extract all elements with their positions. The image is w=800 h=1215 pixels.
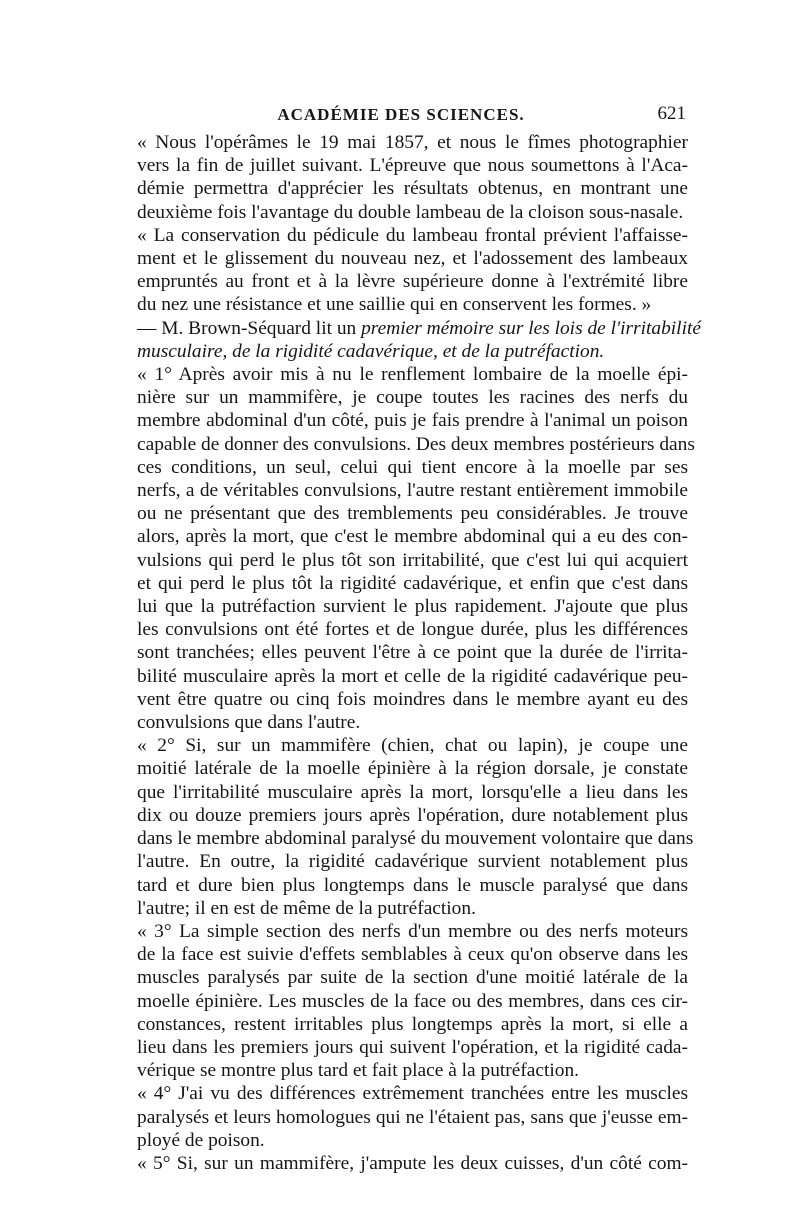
text-line: ces conditions, un seul, celui qui tient encore à la moelle par ses — [137, 456, 688, 478]
paragraph-point-3 — [116, 920, 688, 1082]
text-line: les convulsions ont été fortes et de longue durée, plus les différences — [137, 619, 688, 641]
text-line: vers la fin de juillet suivant. L'épreuve que nous soumettons à l'Aca- — [137, 155, 688, 177]
text-line: « 4° J'ai vu des différences extrêmement tranchées entre les muscles — [137, 1083, 688, 1105]
text-line: « 5° Si, sur un mammifère, j'ampute les deux cuisses, d'un côté com- — [137, 1152, 688, 1174]
text-line: « Nous l'opérâmes le 19 mai 1857, et nous le fîmes photographier — [137, 132, 688, 153]
text-line: sont tranchées; elles peuvent l'être à ce point que la durée de l'irrita- — [137, 642, 688, 664]
text-line: démie permettra d'apprécier les résultats obtenus, en montrant une — [137, 178, 688, 200]
text-line: empruntés au front et à la lèvre supérieure donne à l'extrémité libre — [137, 271, 688, 293]
text-line: que l'irritabilité musculaire après la mort, lorsqu'elle a lieu dans les — [137, 781, 688, 803]
text-line: moitié latérale de la moelle épinière à la région dorsale, je constate — [137, 758, 688, 780]
text-line: alors, après la mort, que c'est le membre abdominal qui a eu des con- — [137, 526, 688, 548]
text-line: vérique se montre plus tard et fait place à la putréfaction. — [137, 1060, 580, 1082]
text-line: constances, restent irritables plus longtemps après la mort, si elle a — [137, 1013, 688, 1035]
text-line: tard et dure bien plus longtemps dans le muscle paralysé que dans — [137, 874, 688, 896]
text-line: membre abdominal d'un côté, puis je fais prendre à l'animal un poison — [137, 410, 688, 432]
text-line: vent être quatre ou cinq fois moindres dans le membre ayant eu des — [137, 688, 688, 710]
author-intro: — M. Brown-Séquard lit un — [137, 317, 357, 339]
running-title: ACADÉMIE DES SCIENCES. — [277, 105, 525, 124]
text-line: dans le membre abdominal paralysé du mouvement volontaire que dans — [137, 828, 694, 850]
paragraph-point-2 — [116, 734, 694, 920]
text-line: muscles paralysés par suite de la section d'une moitié latérale de la — [137, 967, 688, 989]
text-line: « 3° La simple section des nerfs d'un membre ou des nerfs moteurs — [137, 920, 688, 942]
text-line: de la face est suivie d'effets semblables à ceux qu'on observe dans les — [137, 944, 688, 966]
text-line: lieu dans les premiers jours qui suivent l'opération, et la rigidité cada- — [137, 1036, 688, 1058]
text-line: dix ou douze premiers jours après l'opération, dure notablement plus — [137, 804, 688, 826]
text-line: convulsions que dans l'autre. — [137, 712, 361, 734]
text-line: l'autre. En outre, la rigidité cadavérique survient notablement plus — [137, 851, 688, 873]
text-line: « La conservation du pédicule du lambeau frontal prévient l'affaisse- — [137, 224, 688, 246]
text-line: vulsions qui perd le plus tôt son irritabilité, que c'est lui qui acquiert — [137, 549, 688, 571]
text-line — [116, 317, 701, 340]
page-header — [116, 103, 686, 129]
text-line: deuxième fois l'avantage du double lambeau de la cloison sous-nasale. — [137, 201, 684, 223]
text-line: l'autre; il en est de même de la putréfaction. — [137, 897, 476, 919]
text-line: nerfs, a de véritables convulsions, l'autre restant entièrement immobile — [137, 480, 688, 502]
text-line: du nez une résistance et une saillie qui en conservent les formes. » — [137, 294, 652, 316]
text-line: lui que la putréfaction survient le plus rapidement. J'ajoute que plus — [137, 596, 688, 618]
text-line: et qui perd le plus tôt la rigidité cadavérique, et enfin que c'est dans — [137, 572, 688, 594]
text-line: ment et le glissement du nouveau nez, et l'adossement des lambeaux — [137, 248, 688, 270]
memoir-title-part2: musculaire, de la rigidité cadavérique, et de la putréfaction. — [137, 340, 605, 362]
text-line: « 2° Si, sur un mammifère (chien, chat ou lapin), je coupe une — [137, 735, 688, 757]
text-line: ou ne présentant que des tremblements peu considérables. Je trouve — [137, 503, 688, 525]
text-line: paralysés et leurs homologues qui ne l'étaient pas, sans que j'eusse em- — [137, 1106, 688, 1128]
paragraph-brown-sequard — [116, 317, 701, 363]
paragraph-point-1 — [116, 363, 695, 734]
text-line: nière sur un mammifère, je coupe toutes les racines des nerfs du — [137, 387, 688, 409]
paragraph-point-5 — [116, 1152, 688, 1175]
memoir-title-part1: premier mémoire sur les lois de l'irritabilité — [361, 317, 701, 339]
text-line: « 1° Après avoir mis à nu le renflement lombaire de la moelle épi- — [137, 364, 688, 386]
text-line — [116, 340, 688, 363]
text-line: moelle épinière. Les muscles de la face ou des membres, dans ces cir- — [137, 990, 688, 1012]
paragraph-conservation — [116, 224, 688, 317]
text-line: capable de donner des convulsions. Des deux membres postérieurs dans — [137, 433, 695, 455]
paragraph-point-4 — [116, 1082, 688, 1152]
text-line: bilité musculaire après la mort et celle de la rigidité cadavérique peu- — [137, 665, 688, 687]
page-number: 621 — [657, 103, 686, 124]
paragraph-photograph — [116, 131, 688, 224]
text-line: ployé de poison. — [137, 1129, 265, 1151]
body-text — [116, 131, 701, 1175]
